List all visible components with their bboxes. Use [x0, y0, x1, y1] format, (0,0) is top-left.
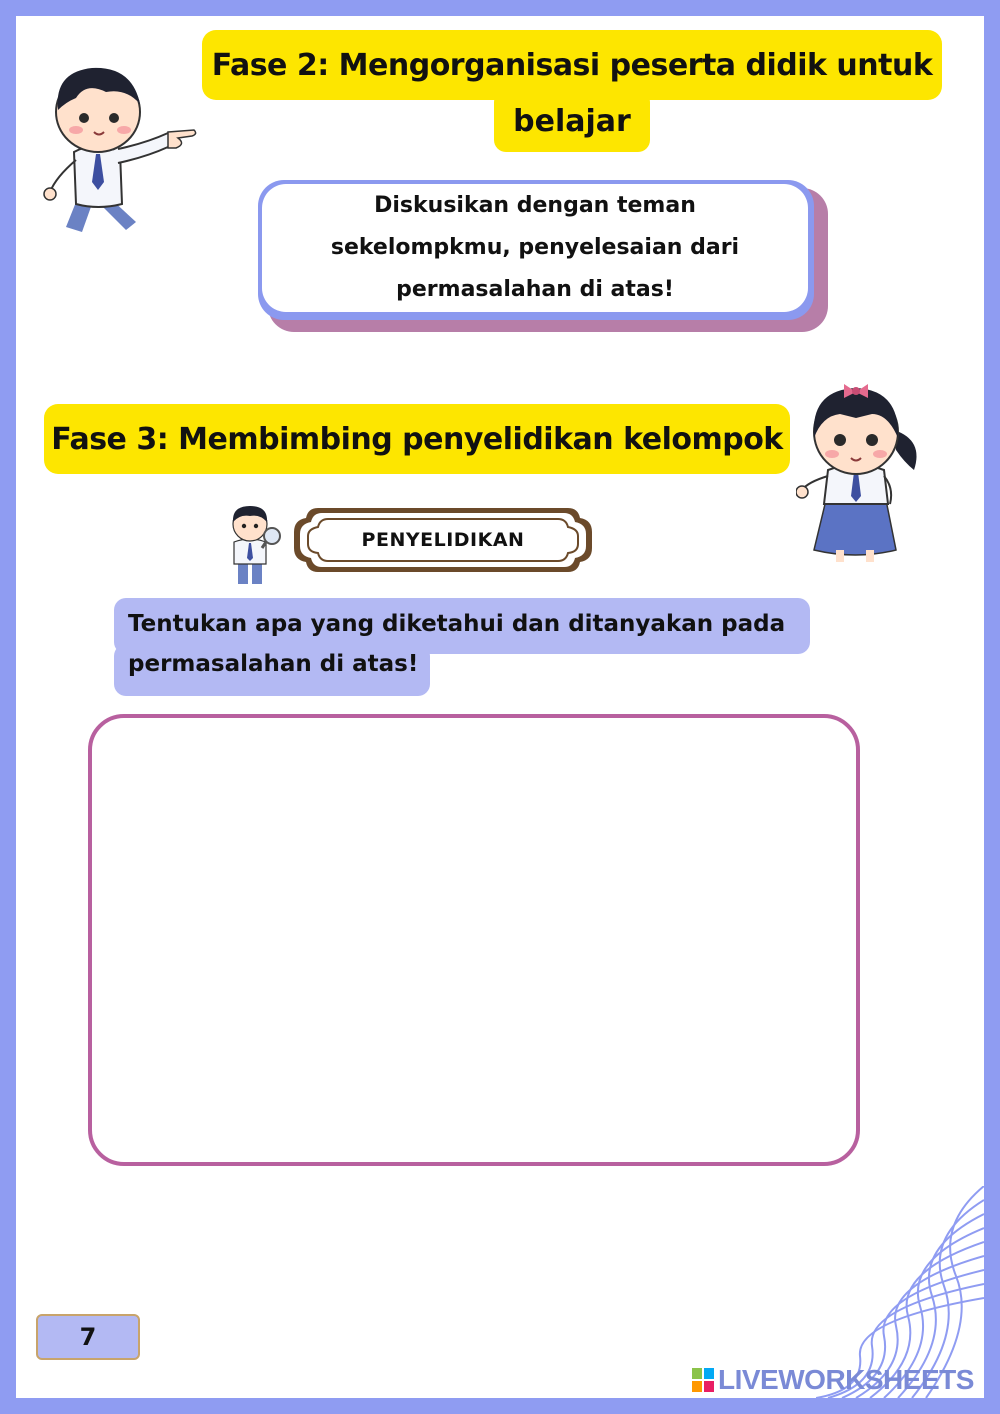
page-number: 7	[79, 1323, 97, 1351]
liveworksheets-watermark[interactable]	[692, 1362, 974, 1398]
question-line1: Tentukan apa yang diketahui dan ditanyakan pada	[128, 611, 786, 637]
instruction-text: Diskusikan dengan teman sekelompkmu, penyelesaian dari permasalahan di atas!	[330, 193, 740, 302]
section-label-text: PENYELIDIKAN	[361, 529, 525, 551]
page-number-badge	[36, 1314, 140, 1360]
question-text	[128, 604, 818, 684]
phase2-title-line2: belajar	[513, 103, 631, 139]
boy-pointing-illustration	[36, 52, 206, 242]
phase3-title	[44, 404, 790, 474]
brand-text: LIVEWORKSHEETS	[718, 1364, 974, 1395]
question-line2: permasalahan di atas!	[128, 651, 419, 677]
worksheet-page	[16, 16, 984, 1398]
boy-magnifier-illustration	[222, 500, 286, 586]
phase2-title-line1: Fase 2: Mengorganisasi peserta didik untuk	[211, 47, 933, 83]
instruction-box	[262, 184, 808, 312]
girl-student-illustration	[796, 370, 936, 566]
phase2-title-continued	[494, 90, 650, 152]
answer-input-box[interactable]	[88, 714, 860, 1166]
section-label	[288, 502, 598, 578]
liveworksheets-logo-icon	[692, 1368, 714, 1392]
phase3-title-text: Fase 3: Membimbing penyelidikan kelompok	[51, 421, 783, 457]
